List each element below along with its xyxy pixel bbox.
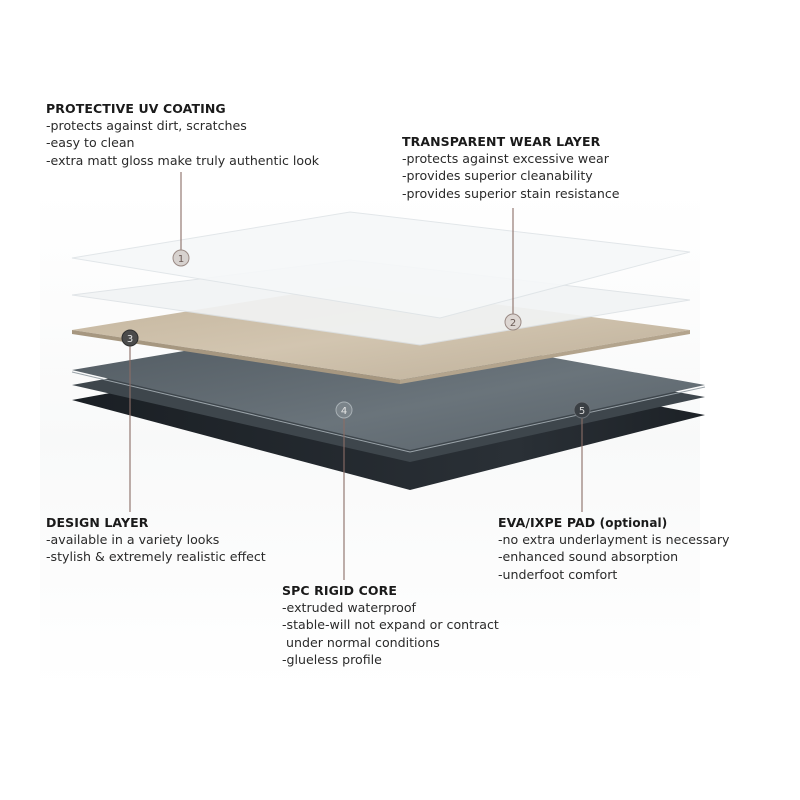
badge-2-number: 2 [509, 318, 517, 329]
badge-5-number: 5 [578, 406, 586, 417]
badge-4 [336, 402, 352, 418]
list-item: -glueless profile [282, 652, 382, 668]
callout-wear-layer-title: TRANSPARENT WEAR LAYER [402, 134, 601, 149]
callout-pad-title [498, 515, 729, 530]
list-item: -protects against excessive wear [402, 151, 609, 166]
callout-design-layer-title: DESIGN LAYER [46, 515, 149, 530]
callout-spc-core-list [282, 599, 499, 669]
callout-wear-layer [402, 134, 620, 202]
badge-2 [505, 314, 521, 330]
callout-design-layer [46, 515, 266, 566]
callout-wear-layer-list [402, 150, 620, 202]
callout-uv-coating-list [46, 117, 319, 169]
list-item: -provides superior stain resistance [402, 185, 620, 201]
list-item: -stable-will not expand or contract [282, 617, 499, 633]
list-item: -no extra underlayment is necessary [498, 532, 730, 547]
callout-pad [498, 515, 729, 583]
list-item: -enhanced sound absorption [498, 549, 679, 565]
callout-design-layer-list [46, 531, 266, 566]
badge-4-number: 4 [340, 406, 348, 417]
list-item: -extruded waterproof [282, 600, 416, 615]
list-item: under normal conditions [282, 634, 440, 650]
list-item: -underfoot comfort [498, 566, 618, 582]
callout-uv-coating-title: PROTECTIVE UV COATING [46, 101, 226, 116]
list-item: -easy to clean [46, 135, 135, 151]
badge-1 [173, 250, 189, 266]
list-item: -protects against dirt, scratches [46, 118, 247, 133]
callout-pad-list [498, 531, 729, 583]
badge-3-number: 3 [126, 334, 134, 345]
callout-pad-title-main: EVA/IXPE PAD [498, 515, 596, 530]
badge-5 [574, 402, 590, 418]
badge-1-number: 1 [177, 254, 185, 265]
callout-uv-coating [46, 101, 319, 169]
callout-spc-core [282, 583, 499, 669]
list-item: -available in a variety looks [46, 532, 220, 547]
list-item: -stylish & extremely realistic effect [46, 549, 266, 565]
callout-pad-title-suffix: (optional) [599, 516, 668, 530]
badge-3 [122, 330, 138, 346]
list-item: -extra matt gloss make truly authentic look [46, 152, 320, 168]
list-item: -provides superior cleanability [402, 168, 593, 184]
callout-spc-core-title: SPC RIGID CORE [282, 583, 397, 598]
